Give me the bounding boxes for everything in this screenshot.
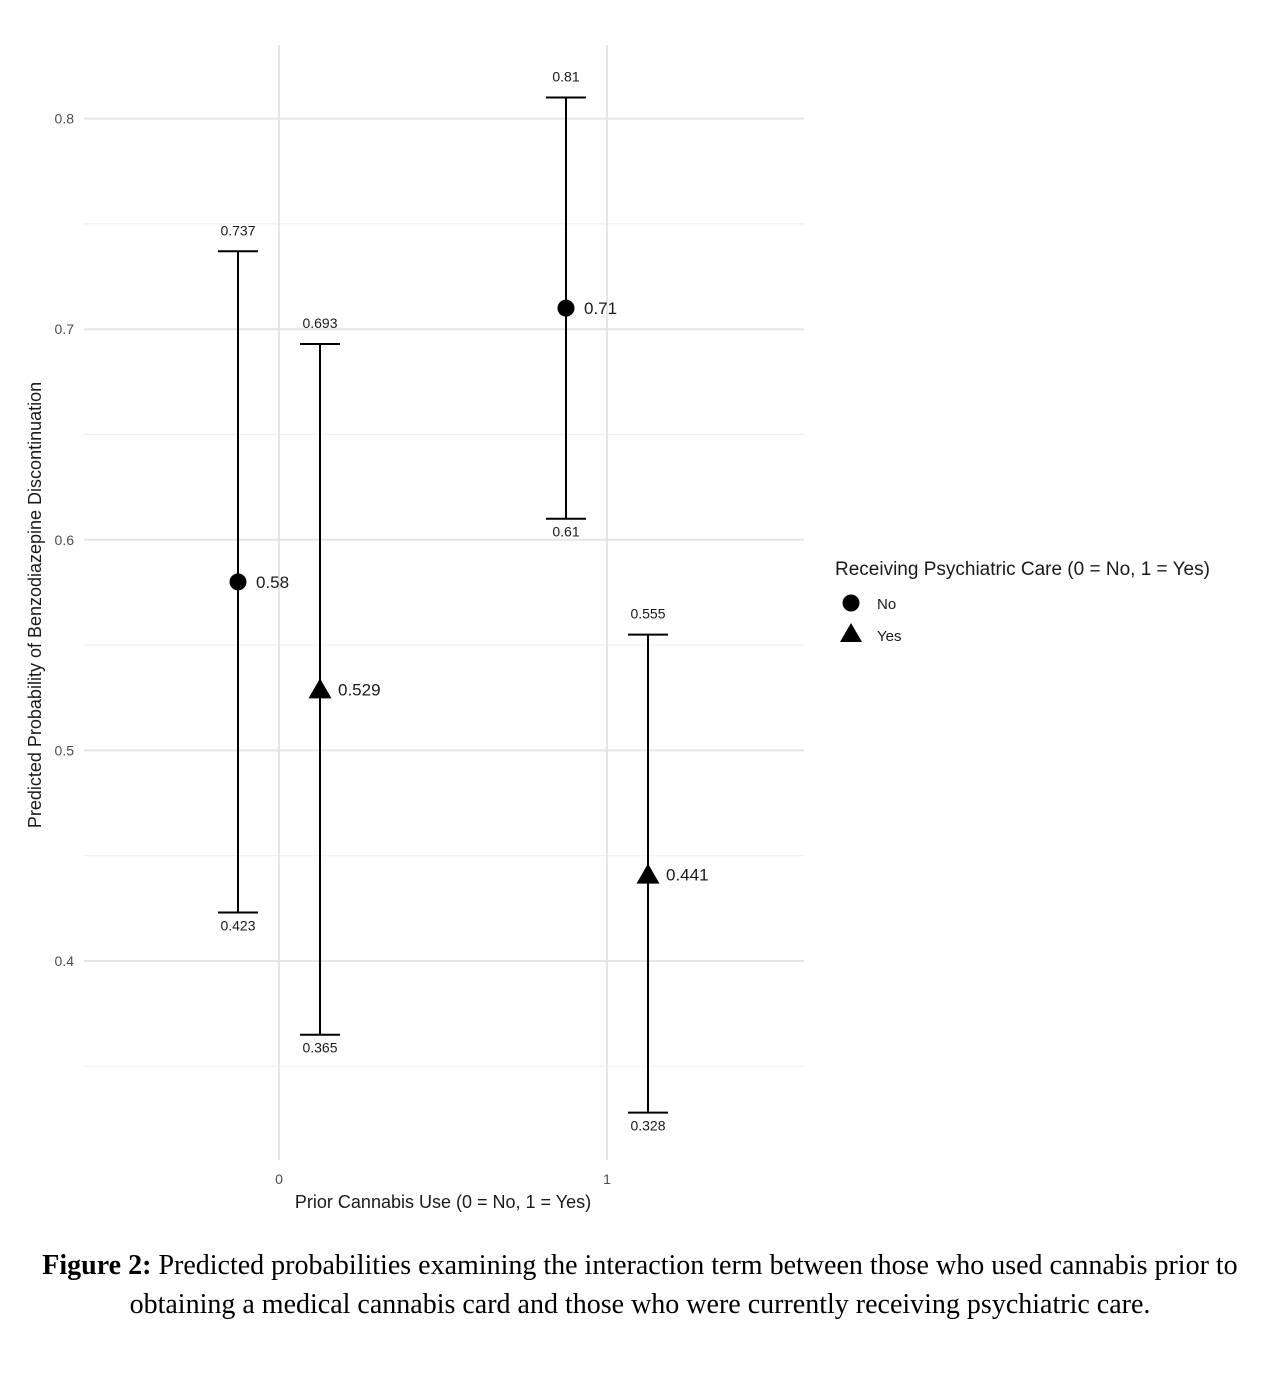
estimate-label: 0.58 [256, 572, 290, 592]
legend-title: Receiving Psychiatric Care (0 = No, 1 = Yes) [835, 559, 1210, 580]
y-tick-label: 0.8 [54, 110, 74, 127]
caption-text: Predicted probabilities examining the interaction term between those who used cannabis prior to obtaining a medical cannabis card and those who were currently receiving psychiatric care. [129, 1250, 1238, 1320]
y-tick-label: 0.6 [54, 531, 74, 548]
point-circle-icon [558, 300, 575, 317]
lower-ci-label: 0.365 [302, 1039, 338, 1056]
caption-label: Figure 2: [42, 1250, 152, 1281]
estimate-label: 0.441 [666, 865, 709, 885]
point-triangle-icon [637, 864, 660, 884]
lower-ci-label: 0.423 [220, 917, 256, 934]
legend-triangle-icon [840, 623, 862, 642]
legend-circle-icon [843, 595, 860, 612]
point-circle-icon [230, 573, 247, 590]
x-axis-title: Prior Cannabis Use (0 = No, 1 = Yes) [294, 1192, 592, 1212]
y-tick-label: 0.5 [54, 742, 74, 759]
point-triangle-icon [309, 678, 332, 698]
x-tick-label: 0 [275, 1171, 283, 1187]
lower-ci-label: 0.61 [552, 523, 580, 540]
grid [84, 45, 804, 1160]
x-tick-label: 1 [603, 1171, 611, 1187]
y-axis-ticks [55, 111, 75, 969]
y-axis-title: Predicted Probability of Benzodiazepine Discontinuation [25, 381, 45, 829]
estimate-label: 0.71 [584, 299, 618, 319]
lower-ci-label: 0.328 [630, 1117, 666, 1134]
x-axis-ticks [275, 1171, 611, 1187]
figure-caption [40, 1246, 1240, 1324]
upper-ci-label: 0.737 [220, 222, 256, 239]
upper-ci-label: 0.81 [552, 68, 580, 85]
data-points [230, 299, 709, 885]
legend-label-no: No [877, 596, 897, 613]
upper-ci-label: 0.555 [630, 605, 666, 622]
y-tick-label: 0.7 [54, 321, 74, 338]
legend-label-yes: Yes [877, 628, 902, 645]
estimate-label: 0.529 [338, 680, 381, 700]
error-bars [218, 69, 668, 1134]
y-tick-label: 0.4 [54, 953, 74, 969]
upper-ci-label: 0.693 [302, 314, 338, 331]
legend [835, 559, 1210, 645]
